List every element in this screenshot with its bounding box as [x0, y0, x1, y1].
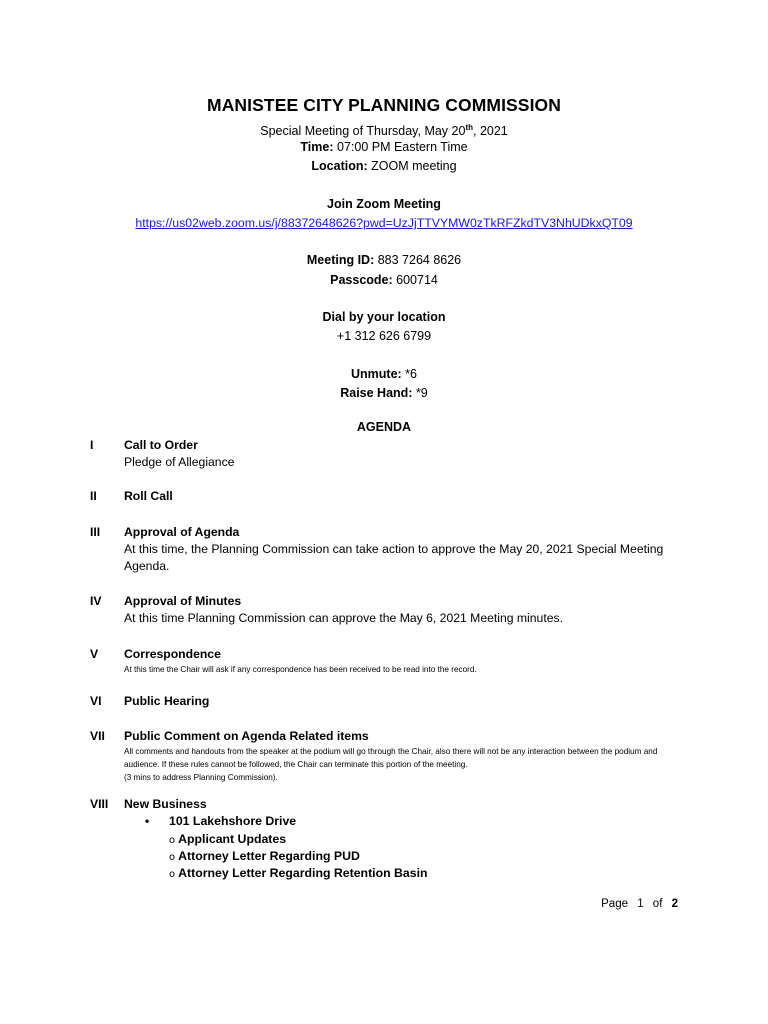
passcode-label: Passcode: [330, 273, 393, 287]
agenda-item-heading: New Business [124, 797, 207, 811]
dial-location-label: Dial by your location [322, 310, 446, 324]
new-business-item: 101 Lakehshore Drive [169, 814, 297, 828]
agenda-item-note: (3 mins to address Planning Commission). [124, 773, 278, 782]
meeting-id-value: 883 7264 8626 [374, 253, 462, 267]
circle-bullet-icon: o [169, 835, 176, 846]
agenda-item-heading: Correspondence [124, 647, 221, 661]
meeting-id-label: Meeting ID: [306, 253, 375, 267]
agenda-item-heading: Roll Call [124, 489, 173, 503]
agenda-item-number: II [90, 489, 97, 503]
meeting-year: , 2021 [473, 124, 508, 139]
agenda-item-heading: Approval of Minutes [124, 594, 242, 608]
agenda-item-number: VIII [90, 797, 109, 811]
page-total: 2 [671, 898, 678, 910]
agenda-item-heading: Public Comment on Agenda Related items [124, 729, 369, 743]
meeting-id-line [0, 252, 768, 268]
meeting-date-text: Special Meeting of Thursday, May 20 [260, 124, 466, 139]
sub-item-label: Attorney Letter Regarding Retention Basin [178, 866, 428, 880]
page-indicator [601, 898, 678, 910]
agenda-item-description: All comments and handouts from the speaker at the podium will go through the Chair, also there will not be any interaction between the podium and audience. If these rules cannot be followed, the Chair can terminate this portion of the meeting. [124, 747, 658, 769]
unmute-value: *6 [401, 367, 417, 381]
join-zoom-label: Join Zoom Meeting [327, 197, 441, 211]
dial-number: +1 312 626 6799 [336, 329, 432, 343]
time-label: Time: [300, 140, 334, 154]
agenda-item-number: I [90, 438, 94, 452]
raise-hand-value: *9 [412, 386, 428, 400]
agenda-item-description: At this time the Chair will ask if any correspondence has been received to be read into the record. [124, 665, 477, 674]
location-value: ZOOM meeting [367, 159, 457, 173]
passcode-value: 600714 [392, 273, 438, 287]
page-word: Page [601, 898, 628, 910]
location-label: Location: [311, 159, 368, 173]
new-business-list [145, 813, 545, 883]
document-title: MANISTEE CITY PLANNING COMMISSION [207, 95, 561, 115]
agenda-item-number: III [90, 525, 101, 539]
passcode-line [0, 272, 768, 288]
agenda-item-description: Pledge of Allegiance [124, 455, 235, 469]
agenda-item-description: At this time Planning Commission can approve the May 6, 2021 Meeting minutes. [124, 611, 563, 625]
unmute-label: Unmute: [351, 367, 402, 381]
agenda-item-description: At this time, the Planning Commission can take action to approve the May 20, 2021 Special Meeting Agenda. [124, 542, 664, 573]
agenda-item-number: VII [90, 729, 105, 743]
raise-hand-label: Raise Hand: [340, 386, 413, 400]
circle-bullet-icon: o [169, 869, 176, 880]
zoom-meeting-link[interactable]: https://us02web.zoom.us/j/88372648626?pwd=UzJjTTVYMW0zTkRFZkdTV3NhUDkxQT09 [135, 216, 633, 230]
meeting-date-line [0, 120, 768, 139]
unmute-line [0, 366, 768, 382]
of-word: of [652, 898, 663, 910]
circle-bullet-icon: o [169, 852, 176, 863]
sub-item [169, 865, 428, 883]
agenda-item-heading: Call to Order [124, 438, 198, 452]
sub-item-label: Attorney Letter Regarding PUD [178, 849, 360, 863]
date-suffix: th [465, 123, 473, 132]
time-value: 07:00 PM Eastern Time [333, 140, 468, 154]
page-number: 1 [637, 898, 644, 910]
agenda-item-number: IV [90, 594, 102, 608]
agenda-heading: AGENDA [356, 420, 412, 434]
bullet-icon: • [145, 814, 150, 828]
agenda-item-heading: Approval of Agenda [124, 525, 240, 539]
sub-item [169, 831, 286, 849]
agenda-item-number: V [90, 647, 99, 661]
meeting-time-line [0, 139, 768, 155]
sub-item [169, 848, 360, 866]
agenda-item-number: VI [90, 694, 102, 708]
sub-item-label: Applicant Updates [178, 832, 287, 846]
meeting-location-line [0, 158, 768, 174]
raise-hand-line [0, 385, 768, 401]
agenda-item-heading: Public Hearing [124, 694, 210, 708]
